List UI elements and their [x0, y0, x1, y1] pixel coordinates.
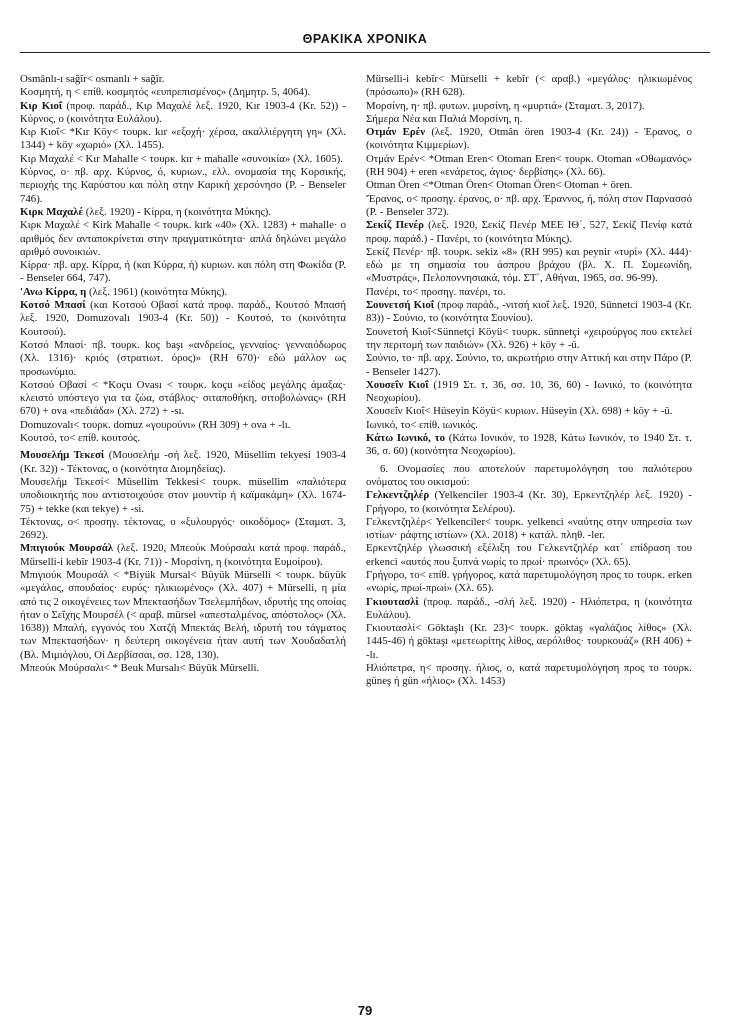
entry-headword-paragraph [366, 432, 692, 459]
headword: Κιρ Κιοΐ [20, 99, 63, 112]
entry-paragraph [366, 246, 692, 286]
entry-text: Κοτσού Οβασί < *Koçu Ovası < τουρκ. koçu «είδος μεγάλης άμαξας· κλειστό υπόστεγο για τα ζώα, στάβλος· σιταποθήκη, σιτοβολώνας» (RH 670) + ova «πεδιάδα» (Χλ. 272) + -sı. [20, 378, 346, 418]
entry-paragraph [20, 432, 346, 445]
entry-text: Μπεούκ Μούρσαλι< * Beuk Mursalı< Büyük Mürselli. [20, 662, 260, 675]
entry-paragraph [366, 179, 692, 192]
entry-text: Γρήγορο, το< επίθ. γρήγορος, κατά παρετυμολόγηση προς το τουρκ. erken «νωρίς, πρωί-πρωί» (Χλ. 65). [366, 568, 692, 595]
headword: Σουνετσή Κιοΐ [366, 299, 435, 312]
entry-paragraph [366, 326, 692, 353]
headword: 'Ανω Κίρρα, η [20, 285, 87, 298]
entry-paragraph [366, 516, 692, 543]
entry-paragraph [20, 419, 346, 432]
entry-text: Μπιγιούκ Μουρσάλ < *Biyük Mursal< Büyük Mürselli < τουρκ. büyük «μεγάλος, σπουδαίος· ευρύς· ηλικιωμένος» (Χλ. 407) + Mürselli, η μία από τις 2 οικογένειες των Μπεκτασήδων Τσελεμπήδων, ιδρυτής της οποίας ήταν ο Σεΐχης Μουρσέλ (< αραβ. mürsel «απεσταλμένος, απόστολος» (Χλ. 1638)) Μπαλή, εγγονός του Χατζή Μπεκτάς Βελή, ιδρυτή του τάγματος των Μπεκτασήδων· η δεύτερη οικογένεια ήταν αυτή των Χουδαδατλή (Βλ. Μιμιόγλου, Οί Δερβίσσαι, σσ. 128, 130). [20, 568, 346, 661]
headword: Γκιουτασλί [366, 595, 419, 608]
entry-text: (Κάτω Ιονικόν, το 1928, Κάτω Ιωνικόν, το 1940 Στ. τ. 36, σ. 60) (κοινότητα Νεοχωρίου). [366, 432, 692, 458]
entry-text: Πανέρι, το< προσηγ. πανέρι, το. [366, 285, 506, 298]
entry-paragraph [366, 100, 692, 113]
entry-text: 6. Ονομασίες που αποτελούν παρετυμολόγηση του παλιότερου ονόματος του οικισμού: [366, 462, 692, 488]
entry-headword-paragraph [20, 206, 346, 219]
entry-headword-paragraph [20, 542, 346, 569]
left-column [20, 73, 346, 675]
entry-text: Κιρκ Μαχαλέ < Kirk Mahalle < τουρκ. kırk «40» (Χλ. 1283) + mahalle· ο αριθμός δεν ανταποκρίνεται στην πραγματικότητα· απλά δηλώνει μεγάλο αριθμό συνοικιών. [20, 219, 346, 258]
entry-paragraph [20, 73, 346, 86]
entry-text: Κοτσό Μπασί· πβ. τουρκ. koç başı «ανδρείος, γενναίος· γενναιόδωρος (Χλ. 1316)· κριός (στρατιωτ. όρος)» (RH 670)· εδώ μάλλον ως προσωνύμιο. [20, 338, 346, 378]
entry-text: Osmânlı-ı sağîr< osmanlı + sağîr. [20, 73, 165, 85]
entry-paragraph [366, 463, 692, 490]
entry-paragraph [20, 379, 346, 419]
entry-headword-paragraph [20, 286, 346, 299]
entry-paragraph [20, 126, 346, 153]
entry-headword-paragraph [20, 299, 346, 339]
entry-paragraph [20, 166, 346, 206]
entry-text: Ιωνικό, το< επίθ. ιωνικός. [366, 418, 478, 431]
entry-headword-paragraph [366, 379, 692, 406]
entry-text: Ερκεντζηλέρ γλωσσική εξέλιξη του Γελκεντζηλέρ κατ΄ επίδραση του erkenci «αυτός που ξυπνά νωρίς το πρωί· πρωινός» (Χλ. 65). [366, 542, 692, 568]
entry-text: Μορσίνη, η· πβ. φυτων. μυρσίνη, η «μυρτιά» (Σταματ. 3, 2017). [366, 99, 645, 112]
entry-paragraph [20, 662, 346, 675]
entry-headword-paragraph [20, 100, 346, 127]
entry-paragraph [20, 569, 346, 662]
entry-text: Γκιουτασλί< Göktaşlı (Kr. 23)< τουρκ. göktaş «γαλάζιος λίθος» (Χλ. 1445-46) ή göktaşı «μετεωρίτης λίθος, αερόλιθος· τουρκουάζ» (RH 406) + -lı. [366, 622, 692, 661]
entry-headword-paragraph [366, 596, 692, 623]
right-column [366, 73, 692, 689]
entry-text: (1919 Στ. τ. 36, σσ. 10, 36, 60) - Ιωνικό, το (κοινότητα Νεοχωρίου). [366, 378, 692, 405]
entry-text: Domuzovalı< τουρκ. domuz «γουρούνι» (RH 309) + ova + -lı. [20, 418, 291, 431]
headword: Κιρκ Μαχαλέ [20, 205, 84, 218]
entry-text: (προφ. παράδ., -σλή λεξ. 1920) - Ηλιόπετρα, η (κοινότητα Ευλάλου). [366, 595, 692, 621]
entry-headword-paragraph [366, 219, 692, 246]
entry-paragraph [366, 622, 692, 662]
entry-headword-paragraph [366, 299, 692, 326]
entry-text: (και Κοτσού Οβασί κατά προφ. παράδ., Κουτσό Μπασή λεξ. 1920, Domuzovalı 1903-4 (Kr. 50)) - Κουτσό, το (κοινότητα Κουτσού). [20, 299, 346, 338]
entry-text: (Yelkenciler 1903-4 (Kr. 30), Ερκεντζηλέρ λεξ. 1920) - Γρήγορο, το (κοινότητα Σελέρου). [366, 489, 692, 515]
headword: Οτμάν Ερέν [366, 126, 426, 139]
entry-text: Κουτσό, το< επίθ. κουτσός. [20, 432, 140, 445]
journal-title: ΘΡΑΚΙΚΑ ΧΡΟΝΙΚΑ [302, 32, 428, 46]
entry-text: Κιρ Μαχαλέ < Kır Mahalle < τουρκ. kır + mahalle «συνοικία» (Χλ. 1605). [20, 152, 343, 165]
entry-text: Σεκίζ Πενέρ· πβ. τουρκ. sekiz «8» (RH 995) και peynir «τυρί» (Χλ. 444)· εδώ με τη σημασία του άσπρου βράχου (βλ. Χ. Π. Συμεωνίδη, «Μυστράς», Πελοποννησιακά, τόμ. ΣΤ΄, Αθήναι, 1965, σσ. 96-99). [366, 245, 692, 285]
entry-text: Otman Ören <*Otman Ören< Otoman Ören< Otoman + ören. [366, 179, 633, 192]
entry-text: Κίρρα· πβ. αρχ. Κίρρα, ή (και Κύρρα, ή) κυριων. και πόλη στη Φωκίδα (P. - Benseler 664, 747). [20, 259, 346, 285]
entry-paragraph [20, 153, 346, 166]
entry-text: Κύρνος, ο· πβ. αρχ. Κύρνος, ό, κυριων., ελλ. ονομασία της Κορσικής, περιοχής της Καρύστου και πόλη στην Καρική χερσόνησο (P. - Benseler 746). [20, 166, 346, 205]
running-header [20, 30, 710, 53]
entry-paragraph [366, 405, 692, 418]
entry-text: Κοσμητή, η < επίθ. κοσμητός «ευπρεπισμένος» (Δημητρ. 5, 4064). [20, 86, 311, 99]
headword: Γελκεντζηλέρ [366, 489, 430, 502]
entry-text: (λεξ. 1920, Μπεούκ Μούρσαλι κατά προφ. παράδ., Mürselli-i kebîr 1903-4 (Kr. 71)) - Μορσίνη, η (κοινότητα Ευμοίρου). [20, 542, 346, 568]
entry-text: Χουσεΐν Κιοΐ< Hüseyin Köyü< κυριων. Hüseyin (Χλ. 698) + köy + -ü. [366, 405, 673, 418]
headword: Μπιγιούκ Μουρσάλ [20, 542, 114, 555]
entry-paragraph [366, 193, 692, 220]
entry-text: Mürselli-i kebîr< Mürselli + kebîr (< αραβ.) «μεγάλος· ηλικιωμένος (πρόσωπο)» (RH 628). [366, 73, 692, 99]
entry-text: (λεξ. 1920, Otmân ören 1903-4 (Kr. 24)) - Έρανος, ο (κοινότητα Κιμμερίων). [366, 126, 692, 152]
entry-paragraph [366, 153, 692, 180]
entry-paragraph [20, 476, 346, 516]
entry-paragraph [20, 339, 346, 379]
entry-text: Ηλιόπετρα, η< προσηγ. ήλιος, ο, κατά παρετυμολόγηση προς το τουρκ. güneş ή gün «ήλιος» (Χλ. 1453) [366, 662, 692, 688]
entry-text: (Μουσελήμ -σή λεξ. 1920, Müsellim tekyesi 1903-4 (Kr. 32)) - Τέκτονας, ο (κοινότητα Διομηδείας). [20, 449, 346, 475]
entry-paragraph [366, 73, 692, 100]
headword: Σεκίζ Πενέρ [366, 219, 424, 232]
entry-paragraph [366, 569, 692, 596]
headword: Κοτσό Μπασί [20, 299, 86, 312]
entry-text: Κιρ Κιοΐ< *Kır Köy< τουρκ. kır «εξοχή· χέρσα, ακαλλιέργητη γη» (Χλ. 1344) + köy «χωριό» (Χλ. 1455). [20, 126, 346, 152]
entry-paragraph [366, 662, 692, 689]
entry-text: (λεξ. 1920, Σεκίζ Πενέρ ΜΕΕ ΙΘ΄, 527, Σεκίζ Πενίφ κατά προφ. παράδ.) - Πανέρι, το (κοινότητα Μύκης). [366, 219, 692, 245]
entry-headword-paragraph [366, 489, 692, 516]
entry-paragraph [20, 86, 346, 99]
entry-text: (προφ. παράδ., Κιρ Μαχαλέ λεξ. 1920, Kır 1903-4 (Kr. 52)) - Κύρνος, ο (κοινότητα Ευλάλου). [20, 99, 346, 125]
entry-paragraph [366, 113, 692, 126]
entry-paragraph [20, 219, 346, 259]
entry-text: Τέκτονας, ο< προσηγ. τέκτονας, ο «ξυλουργός· οικοδόμος» (Σταματ. 3, 2692). [20, 515, 346, 542]
entry-text: Σουνετσή Κιοΐ<Sünnetçi Köyü< τουρκ. sünnetçi «χειρούργος που εκτελεί την περιτομή των παιδιών» (Χλ. 926) + köy + -ü. [366, 325, 692, 351]
entry-text: (λεξ. 1920) - Κίρρα, η (κοινότητα Μύκης). [83, 205, 272, 218]
headword: Μουσελήμ Τεκεσί [20, 449, 105, 462]
entry-paragraph [366, 286, 692, 299]
entry-paragraph [20, 516, 346, 543]
entry-paragraph [366, 542, 692, 569]
headword: Κάτω Ιωνικό, το [366, 432, 445, 445]
entry-paragraph [366, 352, 692, 379]
page-number: 79 [357, 1003, 373, 1018]
entry-headword-paragraph [366, 126, 692, 153]
entry-headword-paragraph [20, 449, 346, 476]
entry-text: Σήμερα Νέα και Παλιά Μορσίνη, η. [366, 112, 523, 125]
entry-text: 'Έρανος, ο< προσηγ. έρανος, ο· πβ. αρχ. Έραννος, ή, πόλη στον Παρνασσό (P. - Benseler 372). [366, 192, 692, 218]
entry-text: Σούνιο, το· πβ. αρχ. Σούνιο, το, ακρωτήριο στην Αττική και στην Πάρο (P. - Benseler 1427). [366, 352, 692, 378]
entry-text: Γελκεντζηλέρ< Yelkenciler< τουρκ. yelkenci «ναύτης στην υπηρεσία των ιστίων· ράφτης ιστίων» (Χλ. 2018) + κατάλ. πληθ. -ler. [366, 515, 692, 542]
entry-text: Μουσελήμ Τεκεσί< Müsellim Tekkesi< τουρκ. müsellim «παλιότερα υποδιοικητής που αντιστοιχούσε στον μουντίρ ή καϊμακάμη» (Χλ. 1674-75) + tekke (και tekye) + -si. [20, 475, 346, 515]
entry-paragraph [366, 419, 692, 432]
entry-text: (προφ παράδ., -νιτσή κιοΐ λεξ. 1920, Sünnetci 1903-4 (Kr. 83)) - Σούνιο, το (κοινότητα Σουνίου). [366, 299, 693, 325]
entry-text: (λεξ. 1961) (κοινότητα Μύκης). [86, 285, 228, 298]
entry-paragraph [20, 259, 346, 286]
headword: Χουσεΐν Κιοΐ [366, 378, 429, 391]
entry-text: Οτμάν Ερέν< *Otman Eren< Otoman Eren< τουρκ. Otoman «Οθωμανός» (RH 904) + eren «ενάρετος, άγιος· δερβίσης» (Χλ. 66). [366, 152, 692, 179]
